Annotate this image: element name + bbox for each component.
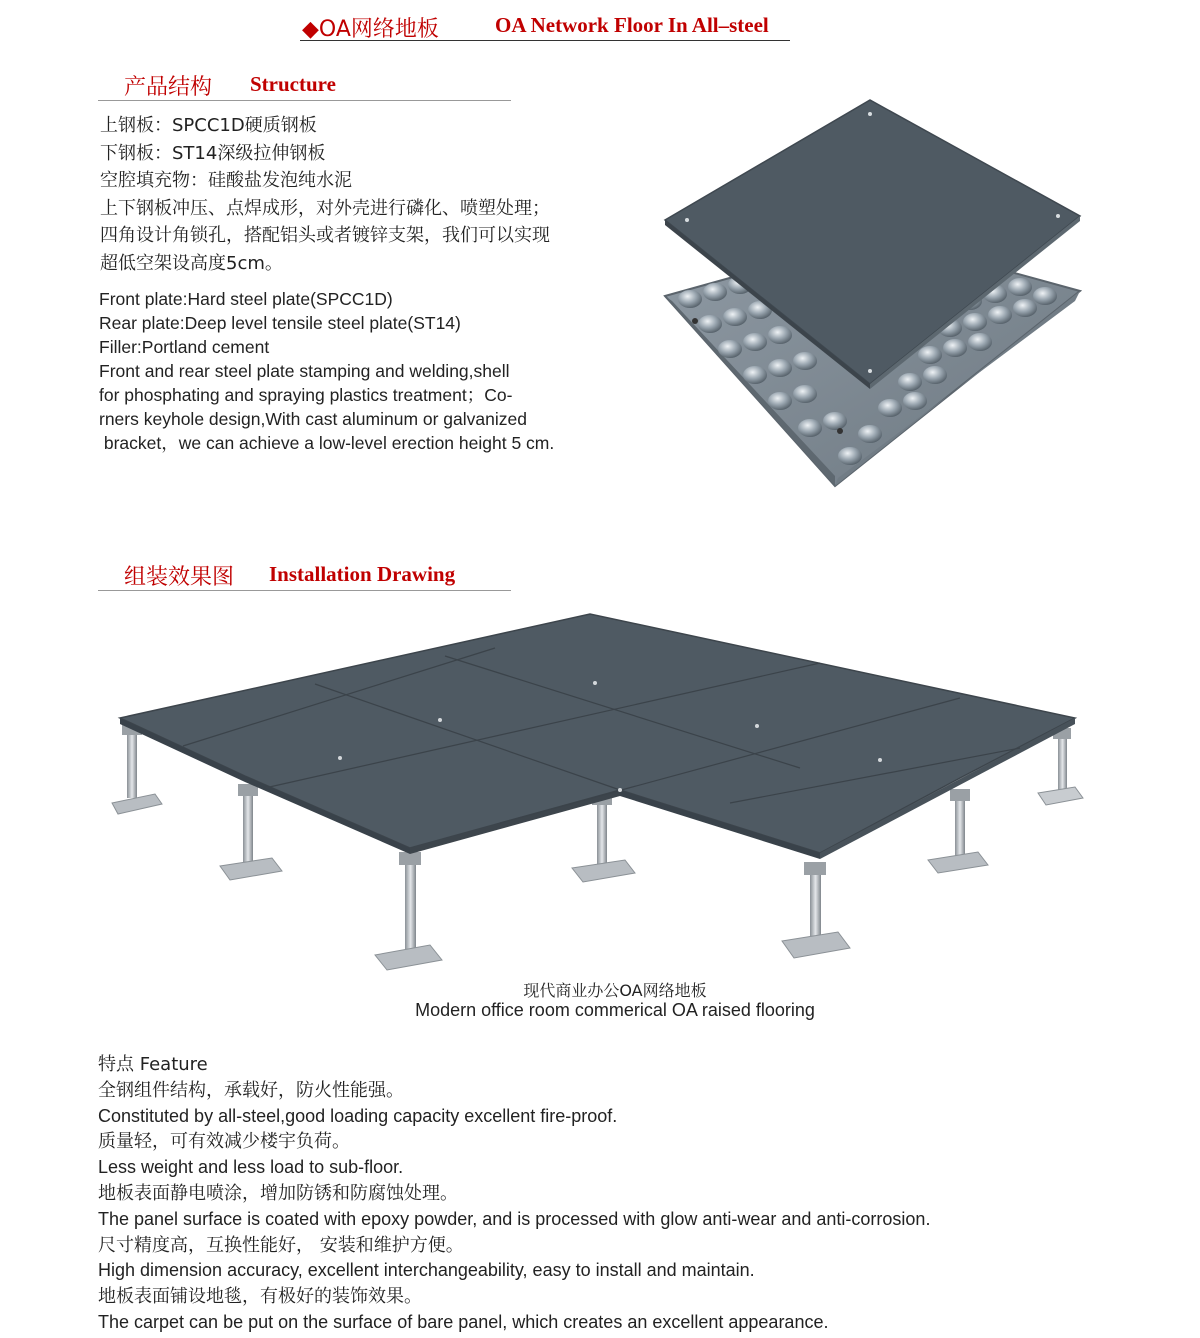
tray-hole	[837, 428, 843, 434]
features-block	[98, 1052, 930, 1336]
feature-line-en: High dimension accuracy, excellent interchangeability, easy to install and maintain.	[98, 1260, 755, 1281]
feature-line-zh: 地板表面铺设地毯，有极好的装饰效果。	[98, 1286, 422, 1308]
structure-en-line: Rear plate:Deep level tensile steel plate(ST14)	[99, 313, 461, 333]
tray-hole	[692, 318, 698, 324]
structure-zh-line: 四角设计角锁孔，搭配铝头或者镀锌支架，我们可以实现	[100, 225, 550, 246]
floor-panel-image	[660, 96, 1085, 491]
installation-heading-en: Installation Drawing	[269, 562, 456, 586]
page-banner	[300, 8, 790, 41]
structure-heading-en: Structure	[250, 72, 336, 96]
banner-title-zh: ◆OA网络地板	[302, 17, 439, 42]
structure-zh-line: 空腔填充物：硅酸盐发泡纯水泥	[100, 170, 352, 191]
installation-heading	[98, 560, 511, 591]
feature-line-zh: 尺寸精度高，互换性能好， 安装和维护方便。	[98, 1234, 464, 1256]
installation-heading-zh: 组装效果图	[124, 565, 235, 590]
structure-en-line: for phosphating and spraying plastics treatment；Co-	[99, 385, 513, 405]
feature-line-zh: 全钢组件结构，承载好，防火性能强。	[98, 1079, 404, 1101]
feature-line-en: The panel surface is coated with epoxy powder, and is processed with glow anti-wear and anti-corrosion.	[98, 1208, 931, 1229]
structure-en-line: Front and rear steel plate stamping and welding,shell	[99, 361, 510, 381]
banner-title-en: OA Network Floor In All–steel	[495, 13, 769, 37]
installation-caption-en: Modern office room commerical OA raised flooring	[415, 1000, 815, 1020]
structure-zh-line: 下钢板：ST14深级拉伸钢板	[100, 142, 326, 164]
structure-en-line: rners keyhole design,With cast aluminum or galvanized	[99, 409, 527, 429]
structure-en-text	[99, 287, 554, 455]
feature-line-en: Less weight and less load to sub-floor.	[98, 1157, 404, 1178]
structure-en-line: Front plate:Hard steel plate(SPCC1D)	[99, 289, 393, 309]
installation-caption-zh: 现代商业办公OA网络地板	[523, 981, 707, 1000]
structure-en-line: bracket，we can achieve a low-level erection height 5 cm.	[99, 433, 555, 453]
feature-line-zh: 质量轻，可有效减少楼宇负荷。	[98, 1131, 350, 1153]
structure-zh-text	[100, 112, 550, 277]
structure-zh-line: 上下钢板冲压、点焊成形，对外壳进行磷化、喷塑处理；	[100, 197, 550, 219]
structure-heading	[98, 70, 511, 101]
feature-line-zh: 地板表面静电喷涂，增加防锈和防腐蚀处理。	[98, 1182, 458, 1204]
structure-zh-line: 超低空架设高度5cm。	[100, 252, 283, 274]
features-title: 特点 Feature	[98, 1054, 208, 1075]
structure-heading-zh: 产品结构	[124, 75, 213, 100]
structure-zh-line: 上钢板：SPCC1D硬质钢板	[100, 115, 317, 136]
feature-line-en: The carpet can be put on the surface of bare panel, which creates an excellent appearance.	[98, 1311, 829, 1332]
structure-en-line: Filler:Portland cement	[99, 337, 270, 357]
feature-line-en: Constituted by all-steel,good loading capacity excellent fire-proof.	[98, 1105, 618, 1126]
installation-drawing-image	[100, 608, 1100, 978]
